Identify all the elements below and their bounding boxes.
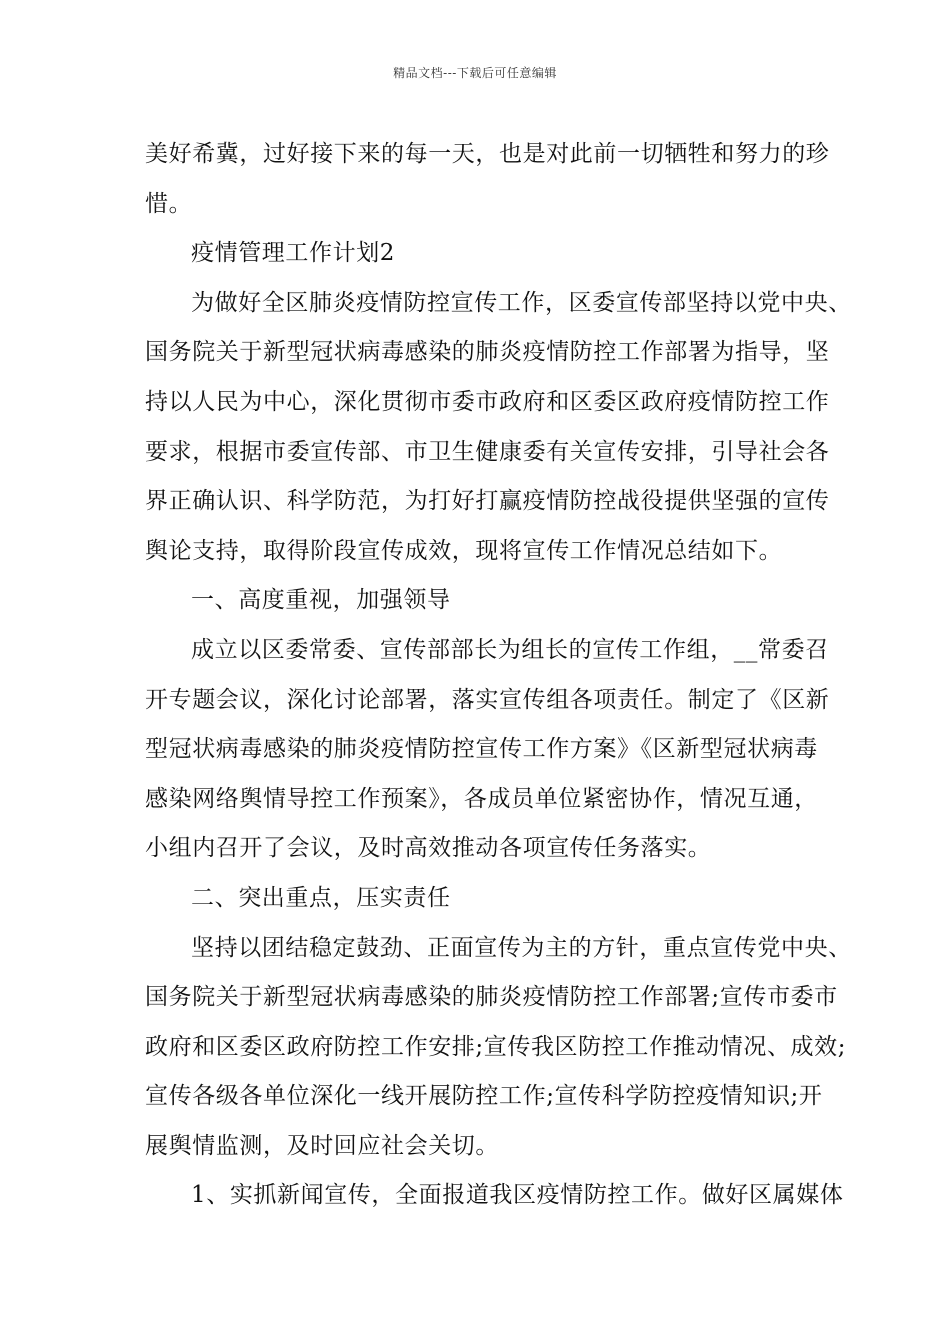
document-body (145, 130, 852, 1221)
text-line: 小组内召开了会议，及时高效推动各项宣传任务落实。 (145, 835, 712, 862)
text-line: 惜。 (145, 190, 193, 217)
section-heading: 一、高度重视，加强领导 (191, 587, 451, 614)
text-line: 要求，根据市委宣传部、市卫生健康委有关宣传安排，引导社会各 (145, 438, 830, 465)
section-title: 疫情管理工作计划2 (191, 240, 396, 267)
text-line: 持以人民为中心，深化贯彻市委市政府和区委区政府疫情防控工作 (145, 388, 830, 415)
section-heading: 二、突出重点，压实责任 (191, 884, 451, 911)
text-line: 展舆情监测，及时回应社会关切。 (145, 1132, 499, 1159)
text-line: 1、实抓新闻宣传，全面报道我区疫情防控工作。做好区属媒体 (191, 1182, 844, 1209)
text-line: 界正确认识、科学防范，为打好打赢疫情防控战役提供坚强的宣传 (145, 488, 830, 515)
text-line: 政府和区委区政府防控工作安排;宣传我区防控工作推动情况、成效; (145, 1033, 847, 1060)
text-line: 成立以区委常委、宣传部部长为组长的宣传工作组，__常委召 (191, 636, 829, 663)
text-line: 美好希冀，过好接下来的每一天，也是对此前一切牺牲和努力的珍 (145, 141, 830, 167)
text-line: 坚持以团结稳定鼓劲、正面宣传为主的方针，重点宣传党中央、 (191, 934, 852, 961)
text-line: 国务院关于新型冠状病毒感染的肺炎疫情防控工作部署为指导，坚 (145, 339, 830, 366)
text-line: 开专题会议，深化讨论部署，落实宣传组各项责任。制定了《区新 (145, 686, 830, 713)
text-line: 感染网络舆情导控工作预案》，各成员单位紧密协作，情况互通， (145, 785, 818, 812)
text-line: 宣传各级各单位深化一线开展防控工作;宣传科学防控疫情知识;开 (145, 1083, 823, 1110)
text-line: 为做好全区肺炎疫情防控宣传工作，区委宣传部坚持以党中央、 (191, 289, 852, 316)
text-line: 型冠状病毒感染的肺炎疫情防控宣传工作方案》《区新型冠状病毒 (145, 736, 818, 763)
text-line: 国务院关于新型冠状病毒感染的肺炎疫情防控工作部署;宣传市委市 (145, 984, 838, 1011)
page-header: 精品文档---下载后可任意编辑 (393, 66, 557, 80)
text-line: 舆论支持，取得阶段宣传成效，现将宣传工作情况总结如下。 (145, 537, 783, 564)
